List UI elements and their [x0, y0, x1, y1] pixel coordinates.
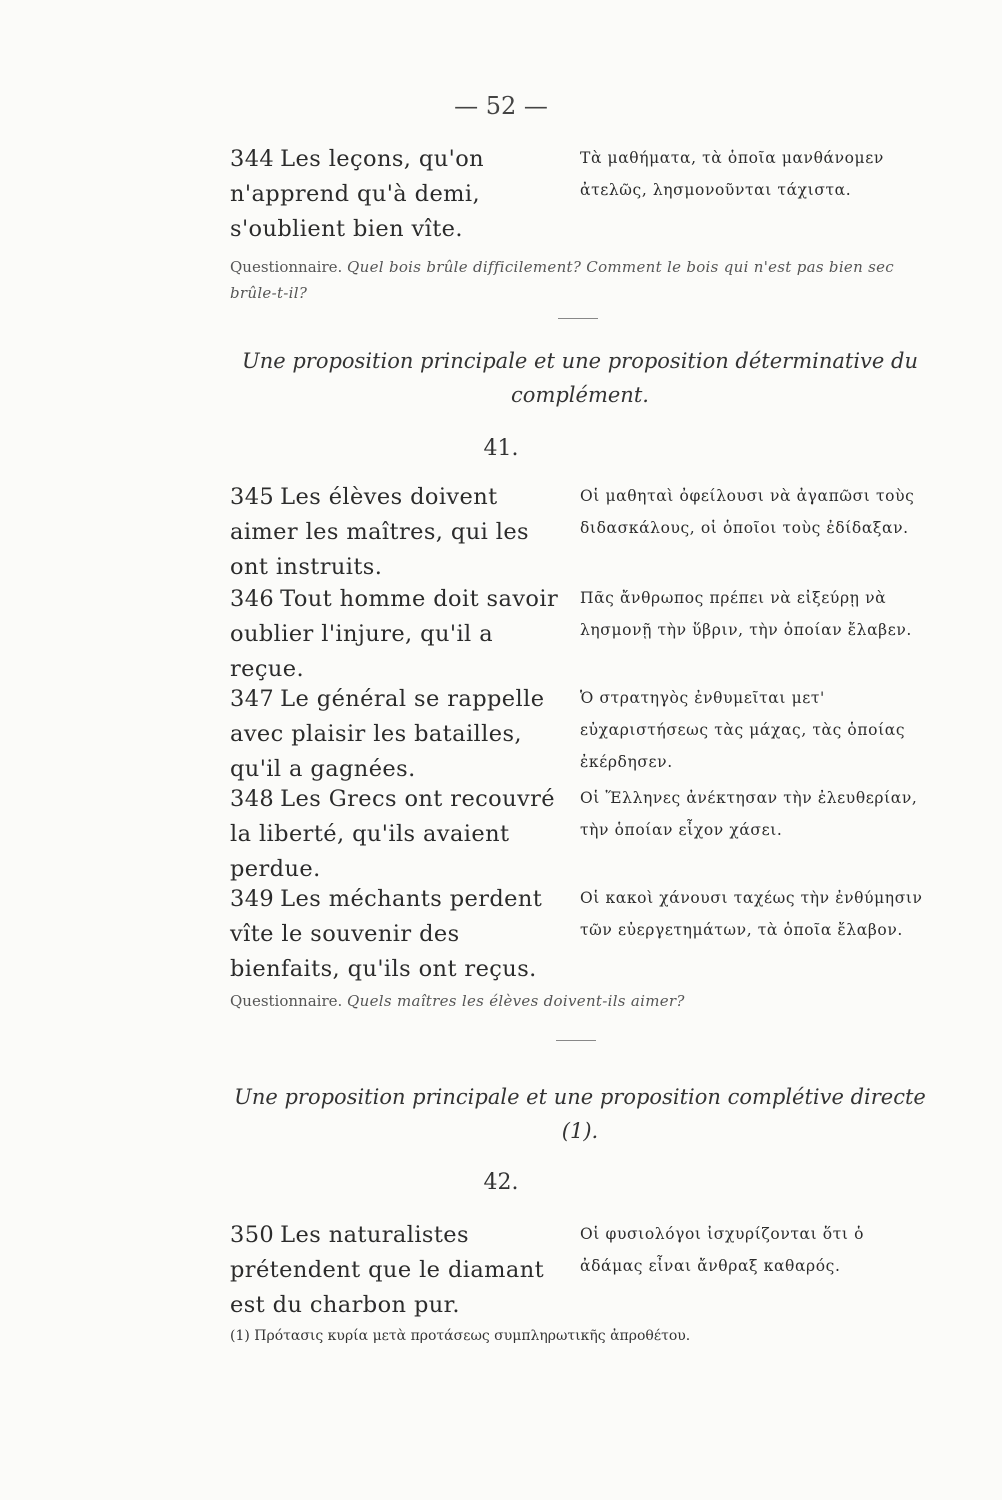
- divider: [558, 318, 598, 319]
- questionnaire-label: Questionnaire.: [230, 258, 343, 276]
- french-text: 347 Le général se rappelle avec plaisir les batailles, qu'il a gagnées.: [230, 686, 545, 782]
- entry-number: 348: [230, 786, 275, 812]
- questionnaire-label: Questionnaire.: [230, 992, 343, 1010]
- footnote: (1) Πρότασις κυρία μετὰ προτάσεως συμπληρωτικῆς ἀπροθέτου.: [230, 1328, 691, 1344]
- entry-number: 350: [230, 1222, 275, 1248]
- entry-number: 345: [230, 484, 275, 510]
- greek-text: Οἱ κακοὶ χάνουσι ταχέως τὴν ἐνθύμησιν τῶν εὐεργετημάτων, τὰ ὁποῖα ἔλαβον.: [580, 889, 923, 939]
- page-number: — 52 —: [454, 92, 548, 120]
- french-text: 345 Les élèves doivent aimer les maîtres, qui les ont instruits.: [230, 484, 529, 580]
- questionnaire: [230, 254, 930, 306]
- section-heading: Une proposition principale et une proposition complétive directe (1).: [234, 1085, 926, 1143]
- entry-number: 349: [230, 886, 275, 912]
- entry-number: 346: [230, 586, 275, 612]
- french-text: 346 Tout homme doit savoir oublier l'injure, qu'il a reçue.: [230, 586, 559, 682]
- entry-number: 347: [230, 686, 275, 712]
- greek-text: Τὰ μαθήματα, τὰ ὁποῖα μανθάνομεν ἀτελῶς, λησμονοῦνται τάχιστα.: [580, 149, 884, 199]
- lesson-number: 42.: [483, 1170, 519, 1195]
- french-text: 344 Les leçons, qu'on n'apprend qu'à demi, s'oublient bien vîte.: [230, 146, 485, 242]
- entry-344: [230, 142, 930, 252]
- greek-text: Οἱ φυσιολόγοι ἰσχυρίζονται ὅτι ὁ ἀδάμας εἶναι ἄνθραξ καθαρός.: [580, 1225, 865, 1275]
- questionnaire-text: Quels maîtres les élèves doivent-ils aimer?: [347, 992, 685, 1010]
- greek-text: Πᾶς ἄνθρωπος πρέπει νὰ εἰξεύρῃ νὰ λησμονῇ τὴν ὕβριν, τὴν ὁποίαν ἔλαβεν.: [580, 589, 912, 639]
- french-text: 349 Les méchants perdent vîte le souvenir des bienfaits, qu'ils ont reçus.: [230, 886, 543, 982]
- french-text: 350 Les naturalistes prétendent que le diamant est du charbon pur.: [230, 1222, 545, 1318]
- section-heading: Une proposition principale et une proposition déterminative du complément.: [242, 349, 918, 407]
- entry-number: 344: [230, 146, 275, 172]
- greek-text: Ὁ στρατηγὸς ἐνθυμεῖται μετ' εὐχαριστήσεως τὰς μάχας, τὰς ὁποίας ἐκέρδησεν.: [580, 689, 906, 771]
- lesson-number: 41.: [483, 436, 519, 461]
- french-text: 348 Les Grecs ont recouvré la liberté, qu'ils avaient perdue.: [230, 786, 555, 882]
- greek-text: Οἱ μαθηταὶ ὀφείλουσι νὰ ἀγαπῶσι τοὺς διδασκάλους, οἱ ὁποῖοι τοὺς ἐδίδαξαν.: [580, 487, 915, 537]
- greek-text: Οἱ Ἕλληνες ἀνέκτησαν τὴν ἐλευθερίαν, τὴν ὁποίαν εἶχον χάσει.: [580, 789, 918, 839]
- questionnaire: [230, 988, 930, 1014]
- divider: [556, 1040, 596, 1041]
- questionnaire-text: Quel bois brûle difficilement? Comment le bois qui n'est pas bien sec brûle-t-il?: [230, 258, 894, 302]
